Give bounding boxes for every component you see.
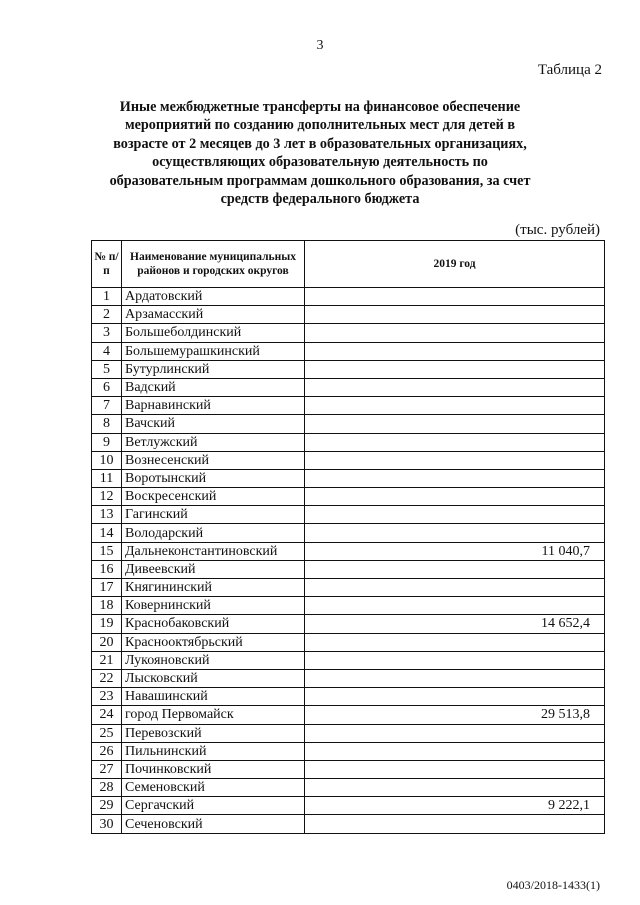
table-row (92, 360, 605, 378)
row-number: 18 (92, 597, 122, 615)
table-row (92, 469, 605, 487)
amount-2019 (305, 433, 605, 451)
row-number: 10 (92, 451, 122, 469)
amount-2019 (305, 342, 605, 360)
table-row (92, 615, 605, 633)
header-number: № п/п (92, 241, 122, 288)
district-name: Княгининский (122, 579, 305, 597)
amount-2019 (305, 579, 605, 597)
table-row (92, 651, 605, 669)
units-label: (тыс. рублей) (515, 222, 600, 238)
row-number: 16 (92, 560, 122, 578)
amount-2019 (305, 306, 605, 324)
table-row (92, 397, 605, 415)
row-number: 22 (92, 669, 122, 687)
amount-2019 (305, 288, 605, 306)
table-row (92, 542, 605, 560)
district-name: Сеченовский (122, 815, 305, 833)
document-code: 0403/2018-1433(1) (506, 878, 600, 892)
table-row (92, 597, 605, 615)
table-row (92, 306, 605, 324)
row-number: 26 (92, 742, 122, 760)
table-row (92, 815, 605, 833)
district-name: Большеболдинский (122, 324, 305, 342)
district-name: Арзамасский (122, 306, 305, 324)
document-title: Иные межбюджетные трансферты на финансовое обеспечение мероприятий по созданию дополнительных мест для детей в возрасте от 2 месяцев до 3 лет в образовательных организациях, осуществляющих образовательную деятельность по образовательным программам дошкольного образования, за счет средств федерального бюджета (109, 99, 531, 208)
table-row (92, 688, 605, 706)
page-number: 3 (316, 38, 324, 53)
amount-2019 (305, 669, 605, 687)
row-number: 25 (92, 724, 122, 742)
district-name: Семеновский (122, 779, 305, 797)
district-name: Навашинский (122, 688, 305, 706)
district-name: Гагинский (122, 506, 305, 524)
amount-2019 (305, 742, 605, 760)
row-number: 15 (92, 542, 122, 560)
row-number: 29 (92, 797, 122, 815)
row-number: 27 (92, 760, 122, 778)
row-number: 21 (92, 651, 122, 669)
district-name: Ардатовский (122, 288, 305, 306)
amount-2019 (305, 469, 605, 487)
district-name: Ветлужский (122, 433, 305, 451)
table-row (92, 760, 605, 778)
district-name: Ковернинский (122, 597, 305, 615)
table-row (92, 560, 605, 578)
transfers-table (91, 240, 605, 834)
table-row (92, 324, 605, 342)
district-name: Пильнинский (122, 742, 305, 760)
amount-2019 (305, 324, 605, 342)
table-row (92, 451, 605, 469)
amount-2019 (305, 760, 605, 778)
district-name: Краснооктябрьский (122, 633, 305, 651)
amount-2019 (305, 815, 605, 833)
row-number: 20 (92, 633, 122, 651)
amount-2019: 14 652,4 (305, 615, 605, 633)
row-number: 5 (92, 360, 122, 378)
amount-2019 (305, 378, 605, 396)
district-name: Воротынский (122, 469, 305, 487)
table-row (92, 742, 605, 760)
district-name: Вадский (122, 378, 305, 396)
table-row (92, 669, 605, 687)
row-number: 24 (92, 706, 122, 724)
district-name: Большемурашкинский (122, 342, 305, 360)
district-name: Вознесенский (122, 451, 305, 469)
table-body (92, 288, 605, 834)
row-number: 6 (92, 378, 122, 396)
row-number: 30 (92, 815, 122, 833)
amount-2019 (305, 415, 605, 433)
row-number: 14 (92, 524, 122, 542)
amount-2019 (305, 451, 605, 469)
table-row (92, 433, 605, 451)
header-district-name: Наименование муниципальных районов и городских округов (122, 241, 305, 288)
district-name: Дальнеконстантиновский (122, 542, 305, 560)
district-name: Воскресенский (122, 488, 305, 506)
row-number: 12 (92, 488, 122, 506)
table-row (92, 378, 605, 396)
table-header-row (92, 241, 605, 288)
row-number: 4 (92, 342, 122, 360)
table-row (92, 633, 605, 651)
row-number: 28 (92, 779, 122, 797)
table-row (92, 506, 605, 524)
amount-2019 (305, 779, 605, 797)
amount-2019 (305, 724, 605, 742)
district-name: Починковский (122, 760, 305, 778)
district-name: город Первомайск (122, 706, 305, 724)
district-name: Лукояновский (122, 651, 305, 669)
district-name: Варнавинский (122, 397, 305, 415)
row-number: 7 (92, 397, 122, 415)
row-number: 17 (92, 579, 122, 597)
row-number: 19 (92, 615, 122, 633)
amount-2019 (305, 597, 605, 615)
amount-2019: 9 222,1 (305, 797, 605, 815)
amount-2019 (305, 397, 605, 415)
amount-2019 (305, 633, 605, 651)
table-row (92, 797, 605, 815)
row-number: 23 (92, 688, 122, 706)
row-number: 13 (92, 506, 122, 524)
amount-2019: 11 040,7 (305, 542, 605, 560)
district-name: Краснобаковский (122, 615, 305, 633)
district-name: Сергачский (122, 797, 305, 815)
table-row (92, 488, 605, 506)
district-name: Лысковский (122, 669, 305, 687)
table-row (92, 524, 605, 542)
row-number: 2 (92, 306, 122, 324)
amount-2019 (305, 560, 605, 578)
table-row (92, 779, 605, 797)
amount-2019 (305, 360, 605, 378)
table-row (92, 706, 605, 724)
table-row (92, 579, 605, 597)
amount-2019 (305, 524, 605, 542)
district-name: Бутурлинский (122, 360, 305, 378)
district-name: Володарский (122, 524, 305, 542)
amount-2019 (305, 506, 605, 524)
table-row (92, 288, 605, 306)
row-number: 1 (92, 288, 122, 306)
table-row (92, 342, 605, 360)
district-name: Перевозский (122, 724, 305, 742)
row-number: 9 (92, 433, 122, 451)
table-row (92, 415, 605, 433)
amount-2019: 29 513,8 (305, 706, 605, 724)
header-year-2019: 2019 год (305, 241, 605, 288)
amount-2019 (305, 651, 605, 669)
amount-2019 (305, 688, 605, 706)
row-number: 11 (92, 469, 122, 487)
district-name: Дивеевский (122, 560, 305, 578)
table-row (92, 724, 605, 742)
row-number: 3 (92, 324, 122, 342)
table-label: Таблица 2 (537, 62, 602, 78)
amount-2019 (305, 488, 605, 506)
district-name: Вачский (122, 415, 305, 433)
row-number: 8 (92, 415, 122, 433)
